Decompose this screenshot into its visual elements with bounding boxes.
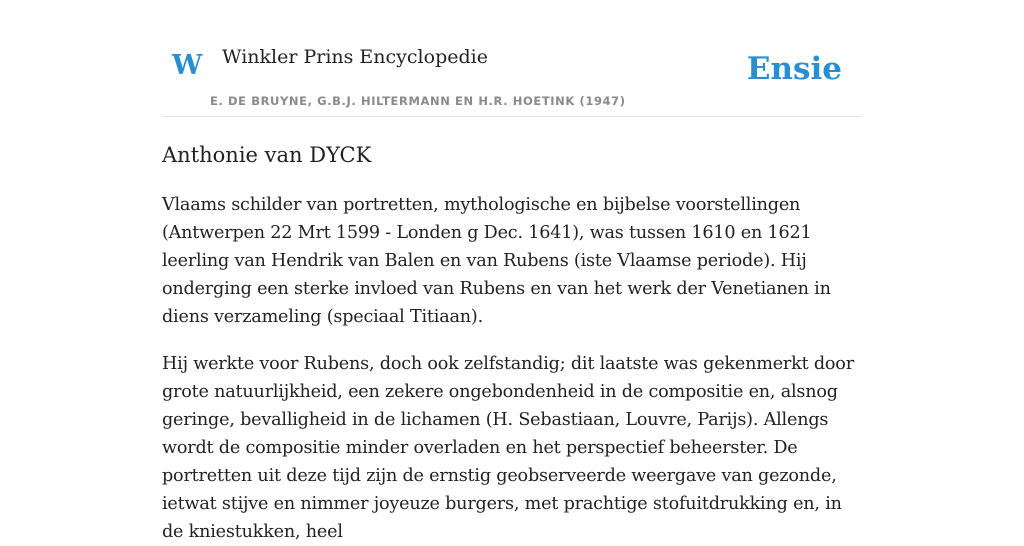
article-paragraph-2: Hij werkte voor Rubens, doch ook zelfstandig; dit laatste was gekenmerkt door grote natuurlijkheid, een zekere ongebondenheid in de compositie en, alsnog geringe, bevalligheid in de lichamen (H. Sebastiaan, Louvre, Parijs). Allengs wordt de compositie minder overladen en het perspectief beheerster. De portretten uit deze tijd zijn de ernstig geobserveerde weergave van gezonde, ietwat stijve en nimmer joyeuze burgers, met prachtige stofuitdrukking en, in de kniestukken, heel [162, 354, 854, 542]
authors-line: E. DE BRUYNE, G.B.J. HILTERMANN EN H.R. HOETINK (1947) [210, 94, 626, 108]
article-paragraph-1: Vlaams schilder van portretten, mythologische en bijbelse voorstellingen (Antwerpen 22 Mrt 1599 - Londen g Dec. 1641), was tussen 1610 en 1621 leerling van Hendrik van Balen en van Rubens (iste Vlaamse periode). Hij onderging een sterke invloed van Rubens en van het werk der Venetianen in diens verzameling (speciaal Titiaan). [162, 195, 831, 327]
site-header [162, 0, 862, 117]
article [162, 140, 862, 546]
article-title: Anthonie van DYCK [162, 143, 372, 167]
winkler-prins-logo[interactable]: W [172, 50, 203, 81]
site-title[interactable]: Winkler Prins Encyclopedie [222, 46, 488, 68]
ensie-brand-logo[interactable]: Ensie [746, 51, 842, 87]
